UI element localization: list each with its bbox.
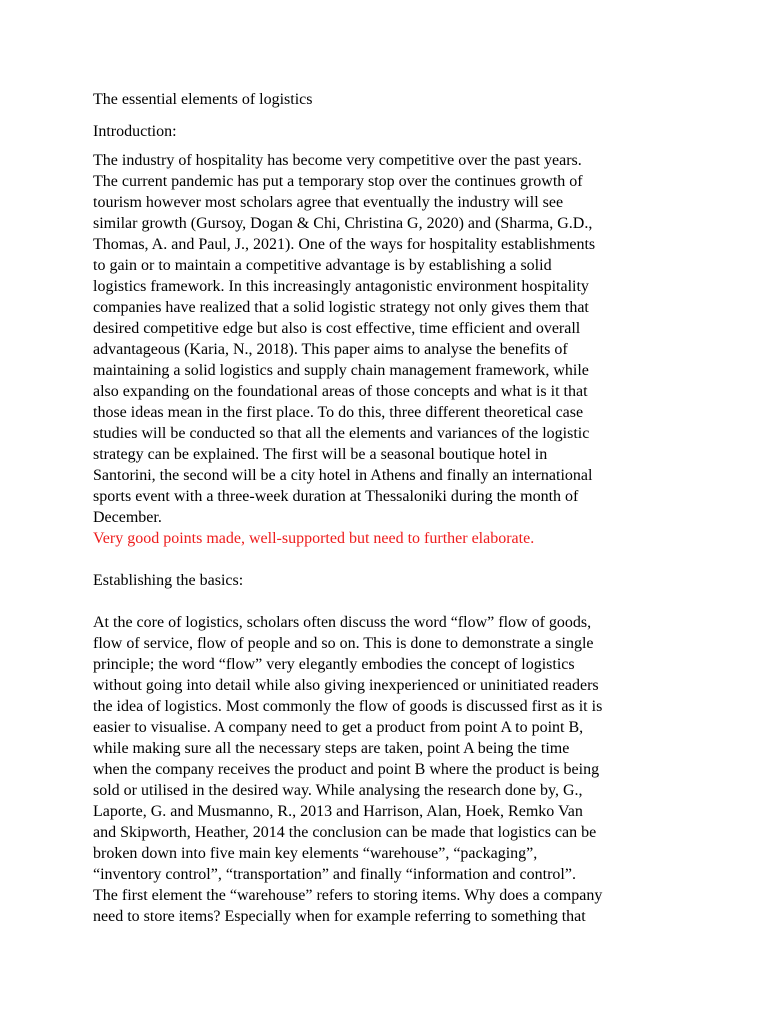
basics-line: without going into detail while also giving inexperienced or uninitiated readers	[93, 677, 599, 694]
basics-line: Laporte, G. and Musmanno, R., 2013 and Harrison, Alan, Hoek, Remko Van	[93, 803, 583, 820]
introduction-line: those ideas mean in the first place. To do this, three different theoretical case	[93, 404, 584, 421]
basics-line: At the core of logistics, scholars often discuss the word “flow” flow of goods,	[93, 614, 592, 631]
basics-line: The first element the “warehouse” refers to storing items. Why does a company	[93, 887, 603, 904]
introduction-line: advantageous (Karia, N., 2018). This paper aims to analyse the benefits of	[93, 341, 568, 358]
introduction-line: Santorini, the second will be a city hotel in Athens and finally an international	[93, 467, 593, 484]
basics-heading: Establishing the basics:	[93, 572, 244, 589]
introduction-heading: Introduction:	[93, 123, 177, 140]
reviewer-comment: Very good points made, well-supported but need to further elaborate.	[93, 530, 535, 547]
introduction-line: maintaining a solid logistics and supply chain management framework, while	[93, 362, 589, 379]
basics-line: flow of service, flow of people and so on. This is done to demonstrate a single	[93, 635, 594, 652]
introduction-line: desired competitive edge but also is cost effective, time efficient and overall	[93, 320, 581, 337]
introduction-line: The industry of hospitality has become very competitive over the past years.	[93, 152, 582, 169]
basics-line: need to store items? Especially when for example referring to something that	[93, 908, 586, 925]
basics-line: and Skipworth, Heather, 2014 the conclusion can be made that logistics can be	[93, 824, 597, 841]
basics-line: “inventory control”, “transportation” and finally “information and control”.	[93, 866, 576, 883]
basics-line: easier to visualise. A company need to get a product from point A to point B,	[93, 719, 584, 736]
introduction-line: similar growth (Gursoy, Dogan & Chi, Christina G, 2020) and (Sharma, G.D.,	[93, 215, 593, 232]
introduction-line: The current pandemic has put a temporary stop over the continues growth of	[93, 173, 583, 190]
introduction-line: December.	[93, 509, 162, 526]
basics-line: sold or utilised in the desired way. While analysing the research done by, G.,	[93, 782, 583, 799]
basics-line: while making sure all the necessary steps are taken, point A being the time	[93, 740, 570, 757]
document-title: The essential elements of logistics	[93, 91, 313, 108]
introduction-line: to gain or to maintain a competitive advantage is by establishing a solid	[93, 257, 552, 274]
introduction-line: also expanding on the foundational areas of those concepts and what is it that	[93, 383, 588, 400]
introduction-line: strategy can be explained. The first will be a seasonal boutique hotel in	[93, 446, 548, 463]
introduction-line: tourism however most scholars agree that eventually the industry will see	[93, 194, 564, 211]
introduction-line: studies will be conducted so that all the elements and variances of the logistic	[93, 425, 590, 442]
basics-line: the idea of logistics. Most commonly the flow of goods is discussed first as it is	[93, 698, 603, 715]
basics-line: broken down into five main key elements “warehouse”, “packaging”,	[93, 845, 538, 862]
basics-line: when the company receives the product and point B where the product is being	[93, 761, 600, 778]
basics-line: principle; the word “flow” very elegantly embodies the concept of logistics	[93, 656, 575, 673]
introduction-line: Thomas, A. and Paul, J., 2021). One of the ways for hospitality establishments	[93, 236, 596, 253]
introduction-line: companies have realized that a solid logistic strategy not only gives them that	[93, 299, 589, 316]
introduction-line: logistics framework. In this increasingly antagonistic environment hospitality	[93, 278, 589, 295]
introduction-line: sports event with a three-week duration at Thessaloniki during the month of	[93, 488, 579, 505]
